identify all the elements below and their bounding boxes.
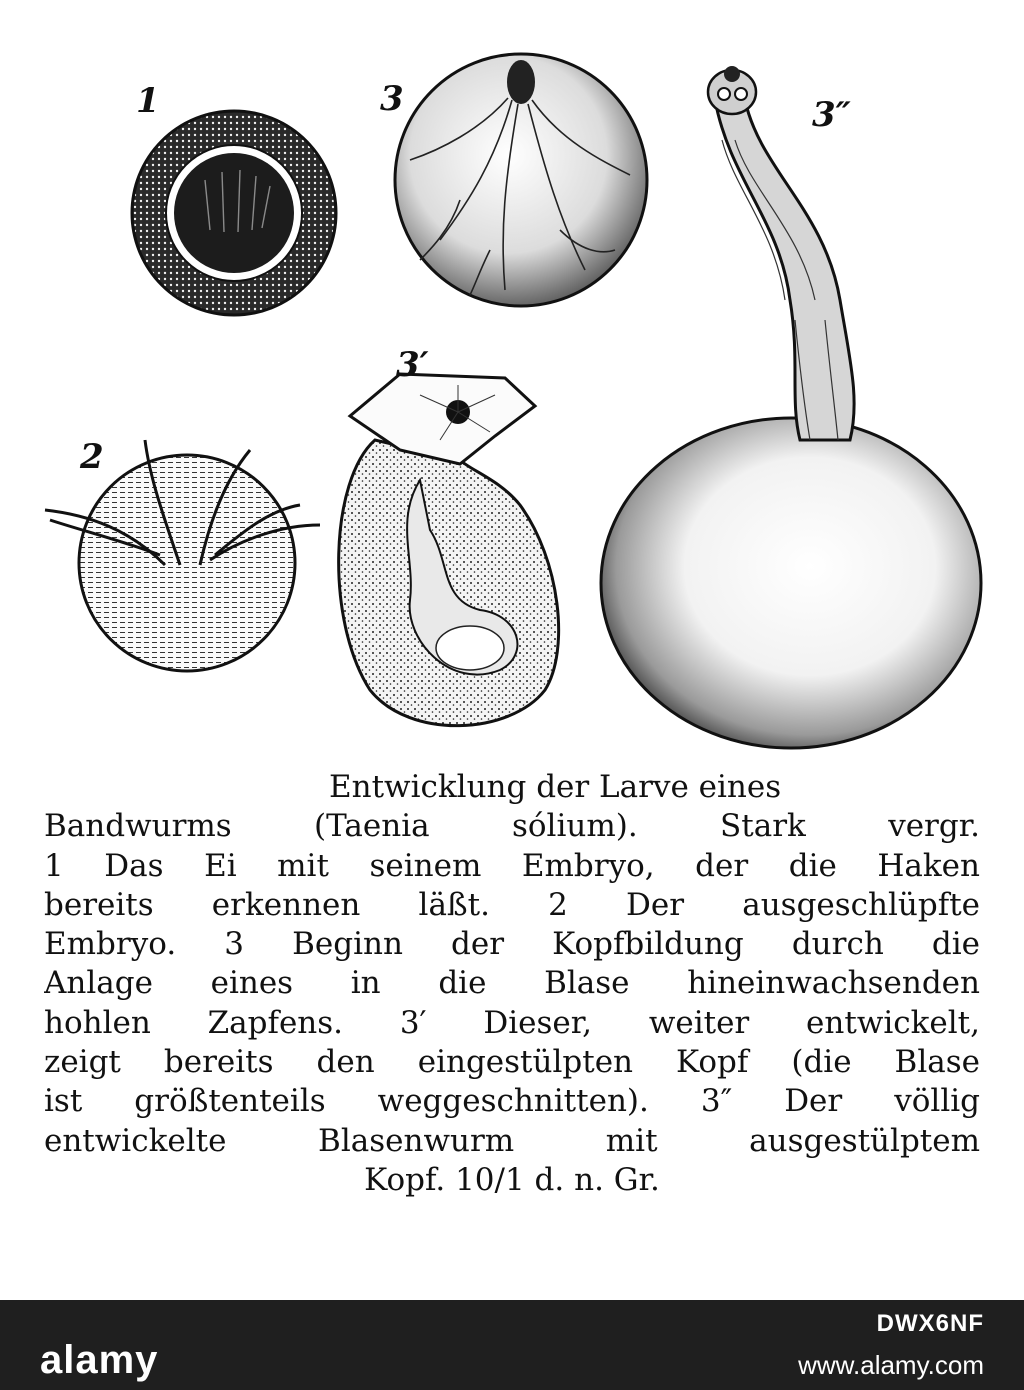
figure-label-3: 3 (380, 79, 404, 119)
bladder-worm-figure (601, 66, 981, 748)
watermark-footer (0, 1300, 1024, 1390)
caption-line: Embryo. 3 Beginn der Kopfbildung durch die (44, 926, 980, 963)
caption-line: Entwicklung der Larve eines (329, 769, 782, 805)
footer-url: www.alamy.com (798, 1350, 984, 1380)
caption-line: 1 Das Ei mit seinem Embryo, der die Haken (44, 847, 980, 884)
egg-figure (132, 111, 336, 315)
figure-label-2: 2 (80, 437, 104, 477)
figure-label-1: 1 (136, 81, 160, 121)
alamy-logo: alamy (40, 1338, 159, 1382)
caption-line: ist größtenteils weggeschnitten). 3″ Der völlig (44, 1083, 980, 1120)
inverted-head-bladder-figure (339, 374, 559, 726)
caption-line: entwickelte Blasenwurm mit ausgestülptem (44, 1122, 980, 1159)
figure-label-3-prime: 3′ (396, 345, 429, 385)
figure-label-3-double-prime: 3″ (812, 95, 851, 135)
caption-line: zeigt bereits den eingestülpten Kopf (die Blase (44, 1044, 980, 1081)
caption-line: Anlage eines in die Blase hineinwachsenden (44, 965, 980, 1002)
bladder-head-forming-figure (395, 54, 647, 306)
caption (44, 768, 980, 1200)
caption-line: bereits erkennen läßt. 2 Der ausgeschlüpfte (44, 886, 980, 923)
caption-line: hohlen Zapfens. 3′ Dieser, weiter entwickelt, (44, 1004, 980, 1041)
caption-line: Kopf. 10/1 d. n. Gr. (364, 1161, 660, 1198)
image-id: DWX6NF (876, 1310, 984, 1337)
caption-line: Bandwurms (Taenia sólium). Stark vergr. (44, 808, 980, 845)
